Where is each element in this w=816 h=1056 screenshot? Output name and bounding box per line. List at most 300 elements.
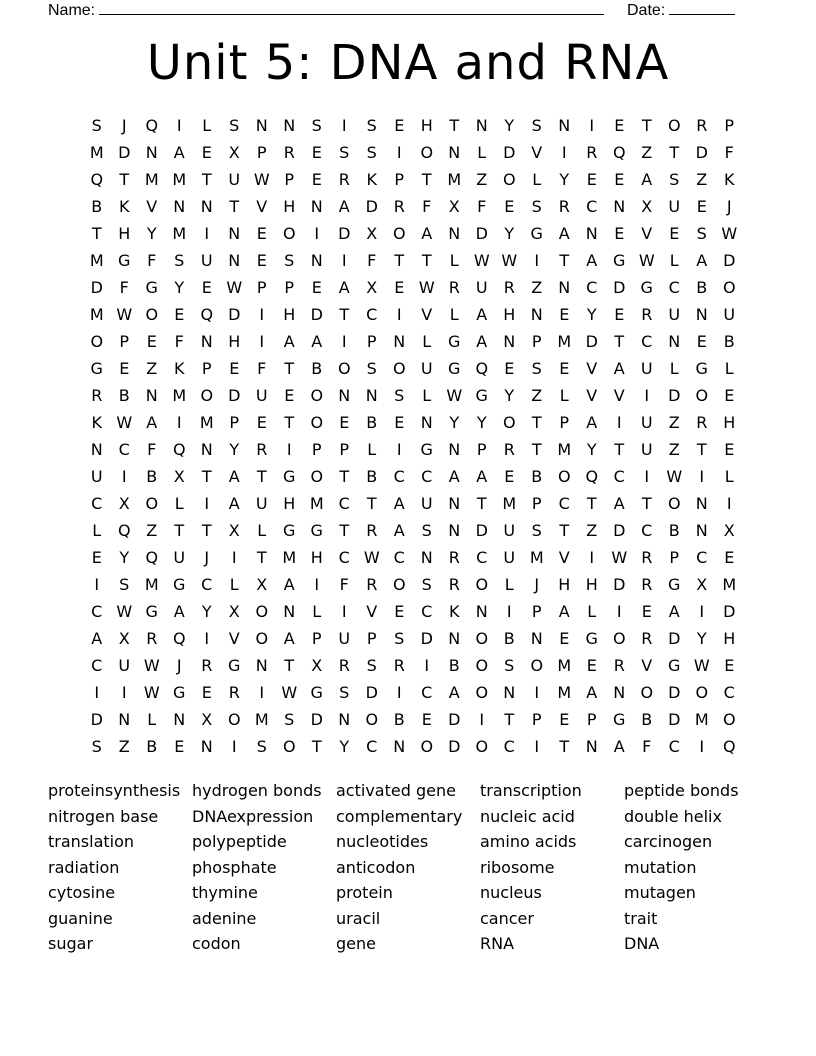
grid-letter[interactable]: R bbox=[503, 278, 515, 297]
grid-letter[interactable]: L bbox=[312, 602, 322, 621]
grid-letter[interactable]: P bbox=[586, 710, 597, 729]
grid-letter[interactable]: L bbox=[449, 305, 459, 324]
grid-letter[interactable]: E bbox=[339, 413, 350, 432]
grid-letter[interactable]: E bbox=[614, 224, 625, 243]
grid-letter[interactable]: O bbox=[475, 656, 489, 675]
grid-letter[interactable]: T bbox=[284, 359, 295, 378]
grid-letter[interactable]: D bbox=[338, 224, 351, 243]
grid-letter[interactable]: N bbox=[338, 710, 351, 729]
grid-letter[interactable]: I bbox=[341, 602, 347, 621]
grid-letter[interactable]: G bbox=[173, 683, 186, 702]
grid-letter[interactable]: B bbox=[311, 359, 323, 378]
grid-letter[interactable]: U bbox=[255, 386, 268, 405]
grid-letter[interactable]: S bbox=[229, 116, 240, 135]
grid-letter[interactable]: N bbox=[393, 737, 406, 756]
grid-letter[interactable]: E bbox=[201, 683, 212, 702]
grid-letter[interactable]: O bbox=[90, 332, 104, 351]
grid-letter[interactable]: N bbox=[310, 251, 323, 270]
grid-letter[interactable]: E bbox=[696, 197, 707, 216]
grid-letter[interactable]: U bbox=[90, 467, 103, 486]
grid-letter[interactable]: K bbox=[366, 170, 377, 189]
grid-letter[interactable]: Y bbox=[119, 548, 130, 567]
grid-letter[interactable]: L bbox=[477, 143, 487, 162]
grid-letter[interactable]: L bbox=[229, 575, 239, 594]
grid-letter[interactable]: O bbox=[667, 116, 681, 135]
grid-letter[interactable]: U bbox=[640, 359, 653, 378]
grid-letter[interactable]: C bbox=[91, 602, 103, 621]
grid-letter[interactable]: N bbox=[200, 440, 213, 459]
grid-letter[interactable]: I bbox=[534, 251, 540, 270]
grid-letter[interactable]: O bbox=[337, 359, 351, 378]
grid-letter[interactable]: C bbox=[421, 683, 433, 702]
grid-letter[interactable]: A bbox=[476, 305, 488, 324]
grid-letter[interactable]: T bbox=[421, 170, 432, 189]
grid-letter[interactable]: Y bbox=[449, 413, 460, 432]
grid-letter[interactable]: A bbox=[338, 278, 350, 297]
grid-letter[interactable]: L bbox=[669, 359, 679, 378]
grid-letter[interactable]: W bbox=[116, 602, 133, 621]
grid-letter[interactable]: M bbox=[557, 332, 572, 351]
grid-letter[interactable]: D bbox=[585, 332, 598, 351]
grid-letter[interactable]: F bbox=[724, 143, 734, 162]
grid-letter[interactable]: E bbox=[394, 116, 405, 135]
grid-letter[interactable]: V bbox=[366, 602, 378, 621]
grid-letter[interactable]: R bbox=[393, 656, 405, 675]
grid-letter[interactable]: Q bbox=[475, 359, 489, 378]
grid-letter[interactable]: T bbox=[284, 413, 295, 432]
grid-letter[interactable]: Y bbox=[201, 602, 212, 621]
grid-letter[interactable]: L bbox=[559, 386, 569, 405]
date-blank-line[interactable] bbox=[669, 0, 735, 15]
grid-letter[interactable]: D bbox=[228, 386, 241, 405]
grid-letter[interactable]: X bbox=[173, 467, 185, 486]
grid-letter[interactable]: O bbox=[282, 224, 296, 243]
grid-letter[interactable]: D bbox=[310, 305, 323, 324]
grid-letter[interactable]: T bbox=[614, 332, 625, 351]
grid-letter[interactable]: N bbox=[558, 278, 571, 297]
grid-letter[interactable]: A bbox=[613, 737, 625, 756]
grid-letter[interactable]: S bbox=[91, 737, 102, 756]
grid-letter[interactable]: E bbox=[559, 359, 570, 378]
grid-letter[interactable]: W bbox=[363, 548, 380, 567]
grid-letter[interactable]: S bbox=[394, 629, 405, 648]
grid-letter[interactable]: Z bbox=[146, 359, 158, 378]
grid-letter[interactable]: A bbox=[393, 494, 405, 513]
grid-letter[interactable]: R bbox=[613, 656, 625, 675]
grid-letter[interactable]: O bbox=[475, 629, 489, 648]
grid-letter[interactable]: T bbox=[339, 305, 350, 324]
grid-letter[interactable]: I bbox=[699, 737, 705, 756]
grid-letter[interactable]: I bbox=[176, 413, 182, 432]
grid-letter[interactable]: S bbox=[284, 251, 295, 270]
grid-letter[interactable]: I bbox=[204, 494, 210, 513]
grid-letter[interactable]: I bbox=[259, 332, 265, 351]
grid-letter[interactable]: N bbox=[255, 116, 268, 135]
grid-letter[interactable]: I bbox=[259, 305, 265, 324]
grid-letter[interactable]: O bbox=[392, 575, 406, 594]
grid-letter[interactable]: W bbox=[446, 386, 463, 405]
grid-letter[interactable]: L bbox=[587, 602, 597, 621]
grid-letter[interactable]: Z bbox=[476, 170, 488, 189]
grid-letter[interactable]: I bbox=[644, 386, 650, 405]
grid-letter[interactable]: D bbox=[448, 737, 461, 756]
grid-letter[interactable]: P bbox=[311, 629, 322, 648]
grid-letter[interactable]: U bbox=[420, 494, 433, 513]
grid-letter[interactable]: C bbox=[338, 548, 350, 567]
grid-letter[interactable]: E bbox=[311, 170, 322, 189]
grid-letter[interactable]: P bbox=[531, 332, 542, 351]
grid-letter[interactable]: E bbox=[91, 548, 102, 567]
grid-letter[interactable]: U bbox=[668, 305, 681, 324]
grid-letter[interactable]: P bbox=[724, 116, 735, 135]
grid-letter[interactable]: N bbox=[145, 386, 158, 405]
grid-letter[interactable]: U bbox=[503, 521, 516, 540]
grid-letter[interactable]: T bbox=[476, 494, 487, 513]
grid-letter[interactable]: D bbox=[475, 224, 488, 243]
grid-letter[interactable]: H bbox=[310, 548, 323, 567]
grid-letter[interactable]: A bbox=[228, 467, 240, 486]
grid-letter[interactable]: R bbox=[558, 197, 570, 216]
grid-letter[interactable]: M bbox=[89, 143, 104, 162]
grid-letter[interactable]: O bbox=[310, 413, 324, 432]
grid-letter[interactable]: M bbox=[89, 305, 104, 324]
grid-letter[interactable]: I bbox=[699, 602, 705, 621]
grid-letter[interactable]: G bbox=[448, 359, 461, 378]
grid-letter[interactable]: G bbox=[173, 575, 186, 594]
grid-letter[interactable]: P bbox=[339, 440, 350, 459]
grid-letter[interactable]: H bbox=[283, 494, 296, 513]
grid-letter[interactable]: M bbox=[502, 494, 517, 513]
grid-letter[interactable]: O bbox=[145, 494, 159, 513]
grid-letter[interactable]: Z bbox=[531, 386, 543, 405]
grid-letter[interactable]: P bbox=[394, 170, 405, 189]
grid-letter[interactable]: C bbox=[201, 575, 213, 594]
grid-letter[interactable]: R bbox=[448, 575, 460, 594]
grid-letter[interactable]: C bbox=[91, 494, 103, 513]
grid-letter[interactable]: D bbox=[420, 629, 433, 648]
grid-letter[interactable]: T bbox=[201, 467, 212, 486]
grid-letter[interactable]: A bbox=[311, 332, 323, 351]
grid-letter[interactable]: P bbox=[229, 413, 240, 432]
grid-letter[interactable]: E bbox=[724, 548, 735, 567]
grid-letter[interactable]: Q bbox=[145, 548, 159, 567]
grid-letter[interactable]: R bbox=[448, 278, 460, 297]
grid-letter[interactable]: E bbox=[586, 170, 597, 189]
grid-letter[interactable]: C bbox=[503, 737, 515, 756]
grid-letter[interactable]: N bbox=[255, 656, 268, 675]
grid-letter[interactable]: O bbox=[255, 602, 269, 621]
grid-letter[interactable]: B bbox=[503, 629, 515, 648]
grid-letter[interactable]: A bbox=[448, 683, 460, 702]
grid-letter[interactable]: T bbox=[229, 197, 240, 216]
grid-letter[interactable]: F bbox=[642, 737, 652, 756]
grid-letter[interactable]: Z bbox=[696, 170, 708, 189]
grid-letter[interactable]: E bbox=[559, 305, 570, 324]
grid-letter[interactable]: A bbox=[613, 359, 625, 378]
grid-letter[interactable]: F bbox=[339, 575, 349, 594]
grid-letter[interactable]: D bbox=[228, 305, 241, 324]
grid-letter[interactable]: K bbox=[91, 413, 102, 432]
grid-letter[interactable]: J bbox=[204, 548, 210, 567]
grid-letter[interactable]: T bbox=[201, 521, 212, 540]
grid-letter[interactable]: G bbox=[695, 359, 708, 378]
grid-letter[interactable]: T bbox=[394, 251, 405, 270]
grid-letter[interactable]: L bbox=[724, 359, 734, 378]
grid-letter[interactable]: E bbox=[504, 197, 515, 216]
grid-letter[interactable]: W bbox=[226, 278, 243, 297]
grid-letter[interactable]: G bbox=[90, 359, 103, 378]
grid-letter[interactable]: R bbox=[338, 656, 350, 675]
grid-letter[interactable]: O bbox=[310, 386, 324, 405]
grid-letter[interactable]: X bbox=[256, 575, 268, 594]
grid-letter[interactable]: E bbox=[586, 656, 597, 675]
grid-letter[interactable]: N bbox=[530, 629, 543, 648]
grid-letter[interactable]: E bbox=[559, 710, 570, 729]
grid-letter[interactable]: W bbox=[501, 251, 518, 270]
grid-letter[interactable]: Y bbox=[504, 224, 515, 243]
grid-letter[interactable]: I bbox=[726, 494, 732, 513]
grid-letter[interactable]: X bbox=[641, 197, 653, 216]
grid-letter[interactable]: W bbox=[281, 683, 298, 702]
grid-letter[interactable]: P bbox=[284, 170, 295, 189]
grid-letter[interactable]: S bbox=[256, 737, 267, 756]
grid-letter[interactable]: N bbox=[338, 386, 351, 405]
grid-letter[interactable]: S bbox=[531, 197, 542, 216]
grid-letter[interactable]: G bbox=[475, 386, 488, 405]
grid-letter[interactable]: O bbox=[145, 305, 159, 324]
grid-letter[interactable]: C bbox=[696, 548, 708, 567]
grid-letter[interactable]: H bbox=[723, 413, 736, 432]
grid-letter[interactable]: A bbox=[91, 629, 103, 648]
grid-letter[interactable]: A bbox=[146, 413, 158, 432]
grid-letter[interactable]: D bbox=[613, 575, 626, 594]
grid-letter[interactable]: A bbox=[586, 413, 598, 432]
grid-letter[interactable]: U bbox=[255, 494, 268, 513]
grid-letter[interactable]: I bbox=[396, 143, 402, 162]
grid-letter[interactable]: R bbox=[448, 548, 460, 567]
grid-letter[interactable]: I bbox=[121, 467, 127, 486]
grid-letter[interactable]: G bbox=[310, 521, 323, 540]
grid-letter[interactable]: N bbox=[558, 116, 571, 135]
grid-letter[interactable]: I bbox=[314, 224, 320, 243]
grid-letter[interactable]: X bbox=[696, 575, 708, 594]
grid-letter[interactable]: I bbox=[286, 440, 292, 459]
grid-letter[interactable]: C bbox=[421, 467, 433, 486]
grid-letter[interactable]: P bbox=[531, 602, 542, 621]
grid-letter[interactable]: O bbox=[392, 224, 406, 243]
grid-letter[interactable]: I bbox=[424, 656, 430, 675]
grid-letter[interactable]: X bbox=[118, 629, 130, 648]
grid-letter[interactable]: E bbox=[394, 413, 405, 432]
grid-letter[interactable]: B bbox=[448, 656, 460, 675]
grid-letter[interactable]: P bbox=[559, 413, 570, 432]
grid-letter[interactable]: D bbox=[475, 521, 488, 540]
grid-letter[interactable]: V bbox=[586, 386, 598, 405]
grid-letter[interactable]: P bbox=[476, 440, 487, 459]
grid-letter[interactable]: I bbox=[396, 683, 402, 702]
grid-letter[interactable]: N bbox=[200, 737, 213, 756]
grid-letter[interactable]: A bbox=[586, 251, 598, 270]
grid-letter[interactable]: N bbox=[228, 251, 241, 270]
grid-letter[interactable]: W bbox=[116, 413, 133, 432]
grid-letter[interactable]: O bbox=[282, 737, 296, 756]
grid-letter[interactable]: L bbox=[422, 332, 432, 351]
grid-letter[interactable]: Z bbox=[641, 143, 653, 162]
grid-letter[interactable]: A bbox=[173, 602, 185, 621]
grid-letter[interactable]: F bbox=[367, 251, 377, 270]
grid-letter[interactable]: W bbox=[253, 170, 270, 189]
grid-letter[interactable]: I bbox=[479, 710, 485, 729]
grid-letter[interactable]: F bbox=[119, 278, 129, 297]
grid-letter[interactable]: V bbox=[641, 656, 653, 675]
grid-letter[interactable]: T bbox=[669, 143, 680, 162]
grid-letter[interactable]: Q bbox=[172, 440, 186, 459]
grid-letter[interactable]: F bbox=[147, 251, 157, 270]
grid-letter[interactable]: Y bbox=[339, 737, 350, 756]
grid-letter[interactable]: E bbox=[614, 170, 625, 189]
grid-letter[interactable]: O bbox=[502, 170, 516, 189]
grid-letter[interactable]: I bbox=[121, 683, 127, 702]
grid-letter[interactable]: N bbox=[695, 305, 708, 324]
grid-letter[interactable]: O bbox=[310, 467, 324, 486]
grid-letter[interactable]: O bbox=[695, 683, 709, 702]
grid-letter[interactable]: N bbox=[475, 602, 488, 621]
grid-letter[interactable]: Y bbox=[229, 440, 240, 459]
grid-letter[interactable]: E bbox=[504, 467, 515, 486]
grid-letter[interactable]: S bbox=[504, 656, 515, 675]
grid-letter[interactable]: N bbox=[145, 143, 158, 162]
grid-letter[interactable]: Y bbox=[559, 170, 570, 189]
grid-letter[interactable]: Q bbox=[200, 305, 214, 324]
grid-letter[interactable]: I bbox=[589, 548, 595, 567]
grid-letter[interactable]: K bbox=[174, 359, 185, 378]
grid-letter[interactable]: T bbox=[641, 494, 652, 513]
grid-letter[interactable]: O bbox=[200, 386, 214, 405]
grid-letter[interactable]: G bbox=[613, 251, 626, 270]
grid-letter[interactable]: W bbox=[611, 548, 628, 567]
grid-letter[interactable]: L bbox=[504, 575, 514, 594]
grid-letter[interactable]: B bbox=[146, 737, 158, 756]
grid-letter[interactable]: N bbox=[585, 224, 598, 243]
grid-letter[interactable]: A bbox=[696, 251, 708, 270]
grid-letter[interactable]: W bbox=[638, 251, 655, 270]
grid-letter[interactable]: D bbox=[613, 278, 626, 297]
grid-letter[interactable]: M bbox=[144, 170, 159, 189]
grid-letter[interactable]: X bbox=[723, 521, 735, 540]
grid-letter[interactable]: I bbox=[561, 143, 567, 162]
grid-letter[interactable]: B bbox=[366, 467, 378, 486]
grid-letter[interactable]: V bbox=[641, 224, 653, 243]
grid-letter[interactable]: V bbox=[531, 143, 543, 162]
grid-letter[interactable]: T bbox=[119, 170, 130, 189]
grid-letter[interactable]: N bbox=[228, 224, 241, 243]
grid-letter[interactable]: U bbox=[420, 359, 433, 378]
grid-letter[interactable]: Q bbox=[722, 737, 736, 756]
grid-letter[interactable]: C bbox=[641, 521, 653, 540]
grid-letter[interactable]: N bbox=[695, 521, 708, 540]
grid-letter[interactable]: Z bbox=[146, 521, 158, 540]
grid-letter[interactable]: D bbox=[503, 143, 516, 162]
grid-letter[interactable]: A bbox=[283, 575, 295, 594]
grid-letter[interactable]: I bbox=[396, 305, 402, 324]
grid-letter[interactable]: I bbox=[534, 737, 540, 756]
grid-letter[interactable]: I bbox=[506, 602, 512, 621]
grid-letter[interactable]: X bbox=[228, 143, 240, 162]
grid-letter[interactable]: R bbox=[393, 197, 405, 216]
grid-letter[interactable]: G bbox=[228, 656, 241, 675]
grid-letter[interactable]: V bbox=[421, 305, 433, 324]
grid-letter[interactable]: G bbox=[145, 278, 158, 297]
grid-letter[interactable]: N bbox=[200, 197, 213, 216]
grid-letter[interactable]: O bbox=[722, 278, 736, 297]
grid-letter[interactable]: N bbox=[448, 224, 461, 243]
grid-letter[interactable]: V bbox=[228, 629, 240, 648]
grid-letter[interactable]: D bbox=[90, 710, 103, 729]
grid-letter[interactable]: U bbox=[723, 305, 736, 324]
grid-letter[interactable]: C bbox=[393, 467, 405, 486]
grid-letter[interactable]: O bbox=[695, 386, 709, 405]
grid-letter[interactable]: J bbox=[534, 575, 540, 594]
grid-letter[interactable]: P bbox=[366, 332, 377, 351]
grid-letter[interactable]: N bbox=[200, 332, 213, 351]
grid-letter[interactable]: W bbox=[693, 656, 710, 675]
grid-letter[interactable]: S bbox=[696, 224, 707, 243]
grid-letter[interactable]: E bbox=[119, 359, 130, 378]
grid-letter[interactable]: W bbox=[143, 683, 160, 702]
grid-letter[interactable]: O bbox=[420, 143, 434, 162]
grid-letter[interactable]: M bbox=[144, 575, 159, 594]
grid-letter[interactable]: E bbox=[256, 224, 267, 243]
grid-letter[interactable]: R bbox=[366, 575, 378, 594]
grid-letter[interactable]: N bbox=[695, 494, 708, 513]
grid-letter[interactable]: C bbox=[613, 467, 625, 486]
grid-letter[interactable]: N bbox=[530, 305, 543, 324]
grid-letter[interactable]: A bbox=[173, 143, 185, 162]
grid-letter[interactable]: E bbox=[394, 602, 405, 621]
grid-letter[interactable]: U bbox=[640, 440, 653, 459]
grid-letter[interactable]: I bbox=[616, 602, 622, 621]
grid-letter[interactable]: M bbox=[199, 413, 214, 432]
grid-letter[interactable]: B bbox=[118, 386, 130, 405]
grid-letter[interactable]: G bbox=[585, 629, 598, 648]
grid-letter[interactable]: M bbox=[447, 170, 462, 189]
grid-letter[interactable]: R bbox=[641, 629, 653, 648]
grid-letter[interactable]: I bbox=[94, 575, 100, 594]
grid-letter[interactable]: H bbox=[585, 575, 598, 594]
grid-letter[interactable]: D bbox=[448, 710, 461, 729]
grid-letter[interactable]: T bbox=[339, 521, 350, 540]
grid-letter[interactable]: M bbox=[557, 656, 572, 675]
grid-letter[interactable]: N bbox=[310, 197, 323, 216]
grid-letter[interactable]: E bbox=[614, 305, 625, 324]
grid-letter[interactable]: C bbox=[366, 737, 378, 756]
grid-letter[interactable]: B bbox=[531, 467, 543, 486]
grid-letter[interactable]: E bbox=[174, 305, 185, 324]
grid-letter[interactable]: S bbox=[174, 251, 185, 270]
grid-letter[interactable]: J bbox=[121, 116, 127, 135]
grid-letter[interactable]: E bbox=[421, 710, 432, 729]
grid-letter[interactable]: W bbox=[116, 305, 133, 324]
grid-letter[interactable]: T bbox=[201, 170, 212, 189]
grid-letter[interactable]: S bbox=[284, 710, 295, 729]
grid-letter[interactable]: L bbox=[724, 467, 734, 486]
grid-letter[interactable]: N bbox=[613, 683, 626, 702]
grid-letter[interactable]: K bbox=[724, 170, 735, 189]
grid-letter[interactable]: A bbox=[558, 224, 570, 243]
grid-letter[interactable]: P bbox=[284, 278, 295, 297]
grid-letter[interactable]: T bbox=[696, 440, 707, 459]
grid-letter[interactable]: T bbox=[504, 710, 515, 729]
